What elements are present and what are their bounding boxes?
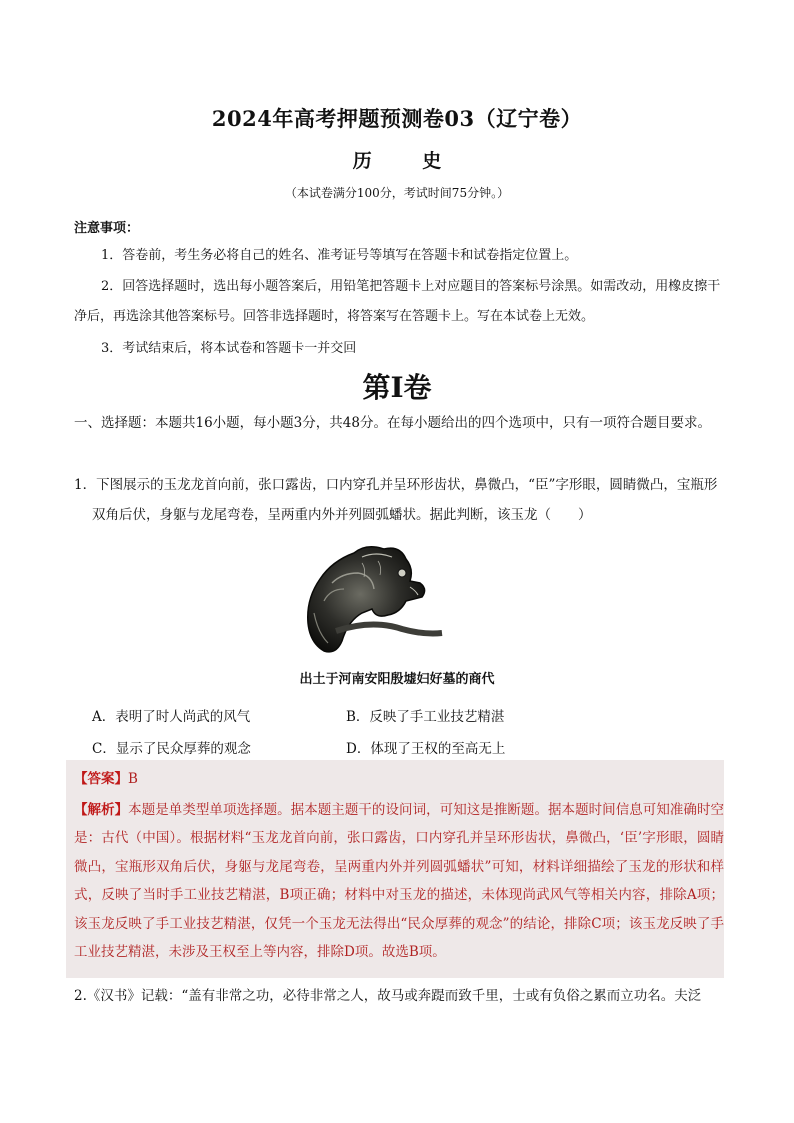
option-c[interactable]: C．显示了民众厚葬的观念: [92, 741, 251, 757]
subject-title: 历 史: [352, 150, 464, 172]
answer-label: 【答案】: [74, 771, 128, 787]
jade-dragon-image: [302, 543, 452, 658]
analysis-label: 【解析】: [74, 802, 129, 818]
exam-title: 2024年高考押题预测卷03（辽宁卷）: [211, 106, 583, 131]
question-2-stem: 2.《汉书》记载：“盖有非常之功，必待非常之人，故马或奔踶而致千里，士或有负俗之累而立功名。夫泛: [74, 988, 702, 1004]
notice-title: 注意事项：: [74, 221, 140, 236]
analysis-text: 本题是单类型单项选择题。据本题主题干的设问词，可知这是推断题。据本题时间信息可知准确时空是：古代（中国）。根据材料“玉龙龙首向前，张口露齿，口内穿孔并呈环形齿状，鼻微凸，‘臣’字形眼，圆睛微凸，宝瓶形双角后伏，身躯与龙尾弯卷，呈两重内外并列圆弧蟠状”可知，材料详细描绘了玉龙的形状和样式，反映了当时手工业技艺精湛，B项正确；材料中对玉龙的描述，未体现尚武风气等相关内容，排除A项；该玉龙反映了手工业技艺精湛，仅凭一个玉龙无法得出“民众厚葬的观念”的结论，排除C项；该玉龙反映了手工业技艺精湛，未涉及王权至上等内容，排除D项。故选B项。: [74, 802, 725, 961]
answer-value: B: [128, 771, 138, 787]
figure-caption: 出土于河南安阳殷墟妇好墓的商代: [299, 672, 495, 687]
volume-title: 第Ⅰ卷: [362, 371, 432, 404]
notice-item-1: 1．答卷前，考生务必将自己的姓名、准考证号等填写在答题卡和试卷指定位置上。: [101, 248, 578, 263]
section-intro: 一、选择题：本题共16小题，每小题3分，共48分。在每小题给出的四个选项中，只有一项符合题目要求。: [74, 415, 711, 431]
answer-line: [74, 767, 724, 787]
question-1-stem: 1．下图展示的玉龙龙首向前，张口露齿，口内穿孔并呈环形齿状，鼻微凸，“臣”字形眼，圆睛微凸，宝瓶形双角后伏，身躯与龙尾弯卷，呈两重内外并列圆弧蟠状。据此判断，该玉龙（ ）: [74, 477, 718, 523]
option-d[interactable]: D．体现了王权的至高无上: [346, 741, 506, 757]
notice-item-3: 3．考试结束后，将本试卷和答题卡一并交回: [101, 341, 357, 356]
analysis-paragraph: [74, 796, 724, 966]
notice-item-2: 2．回答选择题时，选出每小题答案后，用铅笔把答题卡上对应题目的答案标号涂黑。如需改动，用橡皮擦干净后，再选涂其他答案标号。回答非选择题时，将答案写在答题卡上。写在本试卷上无效。: [74, 279, 721, 324]
option-b[interactable]: B．反映了手工业技艺精湛: [346, 709, 505, 725]
exam-info: （本试卷满分100分，考试时间75分钟。）: [284, 186, 510, 200]
option-a[interactable]: A．表明了时人尚武的风气: [92, 709, 251, 725]
